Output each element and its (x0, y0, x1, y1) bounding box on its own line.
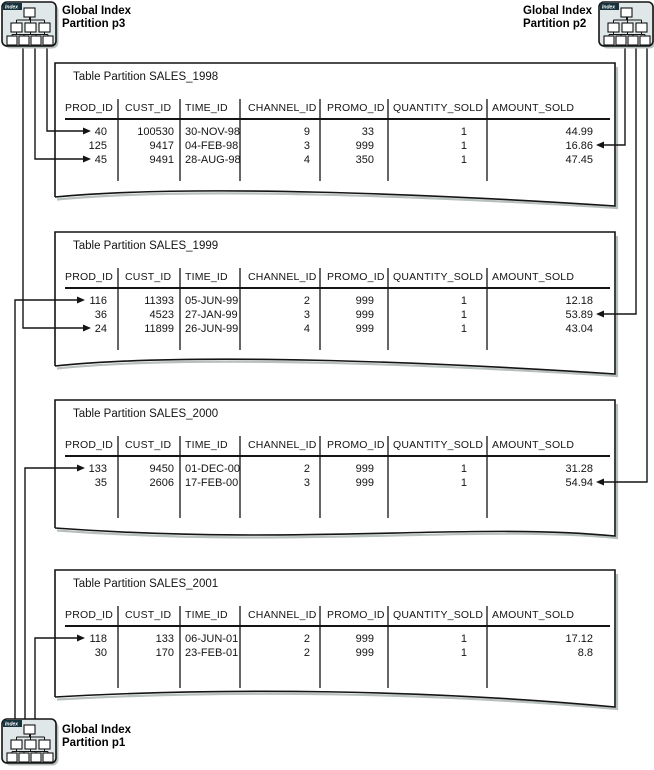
table-row (95, 126, 593, 138)
column-header: PROD_ID (65, 439, 114, 451)
column-header: AMOUNT_SOLD (492, 439, 575, 451)
table-cell: 1 (460, 309, 467, 321)
table-cell: 100530 (137, 126, 174, 138)
table-cell: 9417 (149, 140, 174, 152)
table-cell: 17.12 (565, 633, 593, 645)
table-cell: 04-FEB-98 (185, 140, 239, 152)
table-cell: 118 (89, 633, 107, 645)
btree-node (608, 23, 619, 32)
table-cell: 36 (94, 309, 107, 321)
column-header: PROD_ID (65, 271, 114, 283)
index-caption-line: Partition p3 (62, 18, 126, 30)
index-links-p1 (15, 297, 85, 720)
table-row (89, 633, 593, 645)
table-cell: 9491 (149, 154, 174, 166)
index-link-line (604, 48, 636, 314)
table-partition-sales-2001 (55, 570, 615, 707)
btree-node (19, 36, 29, 45)
btree-node (43, 753, 53, 762)
btree-node (7, 36, 17, 45)
column-header: PROMO_ID (327, 439, 385, 451)
table-cell: 1 (460, 154, 467, 166)
btree-node (43, 36, 53, 45)
index-icon-p2 (599, 2, 654, 49)
table-cell: 28-AUG-98 (185, 154, 241, 166)
btree-node (636, 23, 647, 32)
table-shadow (57, 236, 617, 376)
index-icon-badge-label: Index (5, 4, 19, 11)
btree-node (628, 36, 638, 45)
index-link-line (25, 468, 77, 719)
table-cell: 133 (155, 633, 174, 645)
table-cell: 33 (361, 126, 374, 138)
table-cell: 4 (303, 323, 310, 335)
table-cell: 40 (94, 126, 107, 138)
table-cell: 45 (94, 154, 107, 166)
column-header: CHANNEL_ID (248, 271, 317, 283)
table-shadow (57, 404, 617, 538)
table-cell: 35 (94, 477, 107, 489)
column-header: AMOUNT_SOLD (492, 102, 575, 114)
table-row (95, 323, 593, 335)
index-icon-badge-label: Index (602, 4, 616, 11)
column-header: CHANNEL_ID (248, 609, 317, 621)
table-cell: 30 (94, 647, 107, 659)
index-caption-line: Global Index (62, 5, 132, 17)
index-caption-line: Partition p1 (62, 737, 126, 749)
table-cell: 999 (355, 647, 374, 659)
index-caption-line: Global Index (62, 724, 132, 736)
table-cell: 44.99 (565, 126, 593, 138)
table-cell: 26-JUN-99 (185, 323, 239, 335)
arrow-right-icon (77, 635, 85, 642)
table-row (95, 154, 593, 166)
table-cell: 12.18 (565, 295, 593, 307)
column-header: TIME_ID (185, 439, 228, 451)
table-cell: 170 (155, 647, 174, 659)
btree-node (622, 23, 633, 32)
arrow-right-icon (83, 325, 91, 332)
table-cell: 2 (303, 295, 310, 307)
column-header: QUANTITY_SOLD (393, 609, 484, 621)
table-row (95, 477, 593, 489)
arrow-right-icon (77, 297, 85, 304)
column-header: PROMO_ID (327, 102, 385, 114)
table-cell: 05-JUN-99 (185, 295, 239, 307)
btree-node (640, 36, 650, 45)
table-cell: 3 (303, 477, 310, 489)
table-cell: 24 (94, 323, 107, 335)
table-cell: 999 (355, 463, 374, 475)
table-cell: 116 (89, 295, 107, 307)
index-icon-p3 (2, 2, 59, 49)
table-cell: 2 (303, 647, 310, 659)
table-cell: 2 (303, 463, 310, 475)
column-header: CUST_ID (125, 102, 172, 114)
table-cell: 1 (460, 463, 467, 475)
btree-node (616, 36, 626, 45)
btree-node (621, 8, 632, 17)
column-header: TIME_ID (185, 102, 228, 114)
index-links-p2 (596, 48, 647, 486)
table-cell: 999 (355, 633, 374, 645)
btree-node (19, 753, 29, 762)
column-header: CHANNEL_ID (248, 439, 317, 451)
column-header: TIME_ID (185, 609, 228, 621)
table-partition-sales-1999 (55, 232, 615, 374)
column-header: QUANTITY_SOLD (393, 439, 484, 451)
column-header: CUST_ID (125, 439, 172, 451)
table-cell: 30-NOV-98 (185, 126, 241, 138)
btree-node (24, 8, 35, 17)
index-icon-p1 (2, 719, 59, 766)
table-cell: 133 (88, 463, 107, 475)
btree-node (24, 725, 35, 734)
table-cell: 31.28 (565, 463, 593, 475)
btree-node (39, 740, 50, 749)
table-cell: 1 (460, 323, 467, 335)
table-cell: 999 (355, 323, 374, 335)
table-outline (55, 570, 615, 707)
table-cell: 11393 (144, 295, 174, 307)
index-icon-badge-label: Index (5, 721, 19, 728)
arrow-right-icon (83, 156, 91, 163)
table-row (89, 463, 593, 475)
arrow-right-icon (83, 128, 91, 135)
column-header: CUST_ID (125, 271, 172, 283)
column-header: QUANTITY_SOLD (393, 102, 484, 114)
table-cell: 06-JUN-01 (185, 633, 239, 645)
table-cell: 999 (355, 309, 374, 321)
table-cell: 999 (355, 477, 374, 489)
table-cell: 23-FEB-01 (185, 647, 239, 659)
table-title: Table Partition SALES_1998 (73, 71, 219, 83)
table-cell: 8.8 (577, 647, 593, 659)
column-header: CUST_ID (125, 609, 172, 621)
table-row (89, 295, 593, 307)
table-cell: 43.04 (565, 323, 593, 335)
column-header: PROD_ID (65, 102, 114, 114)
btree-node (39, 23, 50, 32)
table-cell: 2606 (149, 477, 174, 489)
table-cell: 9450 (149, 463, 174, 475)
table-title: Table Partition SALES_2001 (73, 578, 219, 590)
btree-node (11, 740, 22, 749)
table-row (95, 309, 593, 321)
table-cell: 1 (460, 126, 467, 138)
index-link-line (23, 48, 83, 328)
table-cell: 27-JAN-99 (185, 309, 238, 321)
column-header: PROD_ID (65, 609, 114, 621)
btree-node (25, 23, 36, 32)
column-header: AMOUNT_SOLD (492, 271, 575, 283)
btree-node (31, 36, 41, 45)
index-caption-line: Global Index (523, 5, 593, 17)
table-cell: 125 (88, 140, 107, 152)
btree-node (11, 23, 22, 32)
index-link-line (35, 638, 77, 719)
table-cell: 3 (303, 140, 310, 152)
column-header: PROMO_ID (327, 271, 385, 283)
column-header: QUANTITY_SOLD (393, 271, 484, 283)
index-caption-p3 (62, 5, 132, 30)
table-outline (55, 232, 615, 374)
table-cell: 1 (460, 140, 467, 152)
table-cell: 54.94 (565, 477, 593, 489)
btree-node (604, 36, 614, 45)
table-cell: 01-DEC-00 (185, 463, 241, 475)
btree-node (7, 753, 17, 762)
arrow-left-icon (596, 479, 604, 486)
table-cell: 3 (303, 309, 310, 321)
table-row (89, 140, 593, 152)
column-header: PROMO_ID (327, 609, 385, 621)
table-cell: 4 (303, 154, 310, 166)
column-header: TIME_ID (185, 271, 228, 283)
table-cell: 53.89 (565, 309, 593, 321)
index-caption-p2 (523, 5, 593, 30)
table-cell: 9 (303, 126, 310, 138)
table-outline (55, 400, 615, 536)
table-cell: 999 (355, 295, 374, 307)
table-cell: 17-FEB-00 (185, 477, 239, 489)
column-header: AMOUNT_SOLD (492, 609, 575, 621)
table-partition-sales-1998 (55, 63, 615, 206)
table-row (95, 647, 593, 659)
table-cell: 1 (460, 295, 467, 307)
arrow-left-icon (596, 311, 604, 318)
table-title: Table Partition SALES_1999 (73, 240, 219, 252)
column-header: CHANNEL_ID (248, 102, 317, 114)
table-cell: 11899 (144, 323, 174, 335)
index-caption-p1 (62, 724, 132, 749)
table-shadow (57, 574, 617, 709)
table-title: Table Partition SALES_2000 (73, 408, 219, 420)
arrow-left-icon (596, 142, 604, 149)
table-cell: 4523 (149, 309, 174, 321)
table-cell: 2 (303, 633, 310, 645)
table-partition-sales-2000 (55, 400, 615, 536)
arrow-right-icon (77, 465, 85, 472)
table-cell: 1 (460, 633, 467, 645)
table-cell: 350 (355, 154, 374, 166)
table-cell: 1 (460, 647, 467, 659)
btree-node (31, 753, 41, 762)
table-cell: 999 (355, 140, 374, 152)
index-caption-line: Partition p2 (523, 18, 587, 30)
btree-node (25, 740, 36, 749)
table-cell: 1 (460, 477, 467, 489)
table-cell: 47.45 (565, 154, 593, 166)
table-cell: 16.86 (565, 140, 593, 152)
